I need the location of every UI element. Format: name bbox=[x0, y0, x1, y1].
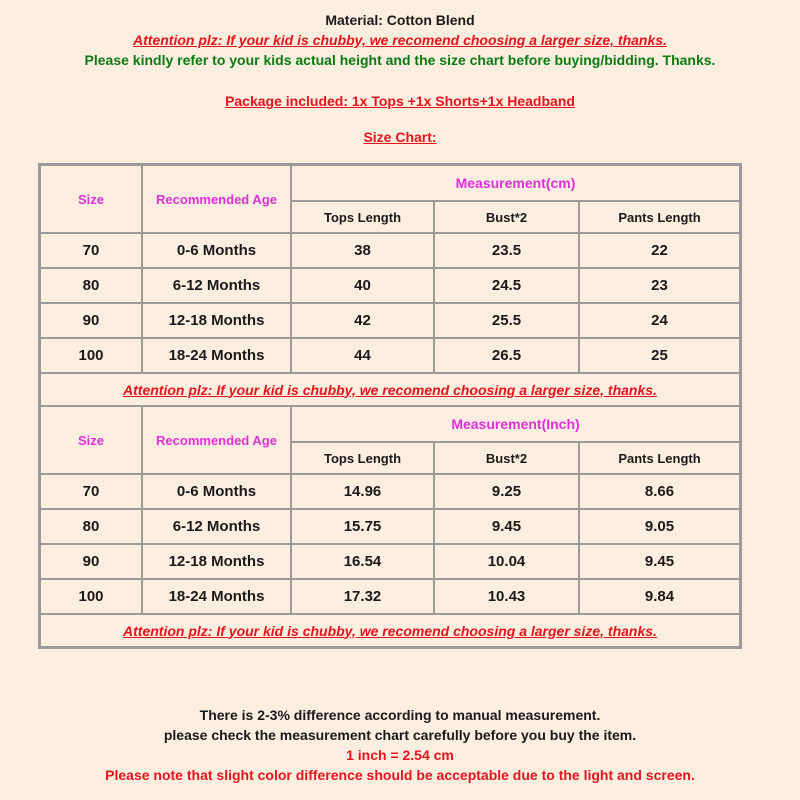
table-row bbox=[40, 579, 740, 614]
cell-tops-length: 15.75 bbox=[291, 509, 434, 544]
col-bust: Bust*2 bbox=[434, 442, 579, 474]
cell-size: 90 bbox=[40, 544, 142, 579]
cell-size: 70 bbox=[40, 474, 142, 509]
cell-age: 12-18 Months bbox=[142, 303, 291, 338]
cell-bust: 9.25 bbox=[434, 474, 579, 509]
cell-pants-length: 9.84 bbox=[579, 579, 740, 614]
cell-size: 100 bbox=[40, 338, 142, 373]
cell-pants-length: 8.66 bbox=[579, 474, 740, 509]
col-tops-length: Tops Length bbox=[291, 201, 434, 233]
col-age-header: Recommended Age bbox=[142, 406, 291, 474]
attention-row bbox=[40, 614, 740, 647]
cell-bust: 26.5 bbox=[434, 338, 579, 373]
cell-pants-length: 22 bbox=[579, 233, 740, 268]
cell-tops-length: 16.54 bbox=[291, 544, 434, 579]
cell-age: 18-24 Months bbox=[142, 579, 291, 614]
attention-notice-middle: Attention plz: If your kid is chubby, we recomend choosing a larger size, thanks. bbox=[40, 373, 740, 406]
material-line: Material: Cotton Blend bbox=[325, 12, 475, 28]
cell-age: 6-12 Months bbox=[142, 509, 291, 544]
attention-notice-bottom: Attention plz: If your kid is chubby, we recomend choosing a larger size, thanks. bbox=[40, 614, 740, 647]
cell-tops-length: 44 bbox=[291, 338, 434, 373]
table-row bbox=[40, 474, 740, 509]
cell-pants-length: 9.45 bbox=[579, 544, 740, 579]
cell-size: 70 bbox=[40, 233, 142, 268]
cell-size: 80 bbox=[40, 509, 142, 544]
table-row bbox=[40, 233, 740, 268]
cell-tops-length: 17.32 bbox=[291, 579, 434, 614]
table-row bbox=[40, 509, 740, 544]
attention-row bbox=[40, 373, 740, 406]
cell-size: 90 bbox=[40, 303, 142, 338]
inch-conversion-note: 1 inch = 2.54 cm bbox=[346, 747, 454, 763]
measurement-inch-header: Measurement(Inch) bbox=[291, 406, 740, 442]
cell-tops-length: 14.96 bbox=[291, 474, 434, 509]
col-size-header: Size bbox=[40, 165, 142, 233]
color-difference-note: Please note that slight color difference should be acceptable due to the light and screen. bbox=[105, 767, 695, 783]
measurement-difference-note: There is 2-3% difference according to manual measurement. bbox=[199, 707, 601, 723]
inch-header-row bbox=[40, 406, 740, 442]
cell-pants-length: 25 bbox=[579, 338, 740, 373]
cell-tops-length: 38 bbox=[291, 233, 434, 268]
table-row bbox=[40, 544, 740, 579]
cell-age: 0-6 Months bbox=[142, 474, 291, 509]
table-row bbox=[40, 268, 740, 303]
cell-age: 0-6 Months bbox=[142, 233, 291, 268]
check-chart-note: please check the measurement chart carefully before you buy the item. bbox=[163, 727, 637, 743]
cell-pants-length: 9.05 bbox=[579, 509, 740, 544]
cell-age: 12-18 Months bbox=[142, 544, 291, 579]
col-age-header: Recommended Age bbox=[142, 165, 291, 233]
col-pants-length: Pants Length bbox=[579, 442, 740, 474]
size-chart-table bbox=[38, 163, 742, 649]
size-chart-title: Size Chart: bbox=[363, 129, 437, 145]
cell-size: 80 bbox=[40, 268, 142, 303]
cell-bust: 9.45 bbox=[434, 509, 579, 544]
cell-pants-length: 24 bbox=[579, 303, 740, 338]
package-included: Package included: 1x Tops +1x Shorts+1x Headband bbox=[225, 93, 575, 109]
col-tops-length: Tops Length bbox=[291, 442, 434, 474]
cell-age: 18-24 Months bbox=[142, 338, 291, 373]
cell-bust: 23.5 bbox=[434, 233, 579, 268]
cell-bust: 25.5 bbox=[434, 303, 579, 338]
size-chart-advice: Please kindly refer to your kids actual height and the size chart before buying/bidding. Thanks. bbox=[84, 52, 716, 68]
attention-notice-top: Attention plz: If your kid is chubby, we recomend choosing a larger size, thanks. bbox=[133, 32, 667, 48]
cell-bust: 24.5 bbox=[434, 268, 579, 303]
cell-size: 100 bbox=[40, 579, 142, 614]
table-row bbox=[40, 303, 740, 338]
col-size-header: Size bbox=[40, 406, 142, 474]
table-row bbox=[40, 338, 740, 373]
cell-tops-length: 42 bbox=[291, 303, 434, 338]
measurement-cm-header: Measurement(cm) bbox=[291, 165, 740, 201]
cell-bust: 10.43 bbox=[434, 579, 579, 614]
col-pants-length: Pants Length bbox=[579, 201, 740, 233]
cell-age: 6-12 Months bbox=[142, 268, 291, 303]
cm-header-row bbox=[40, 165, 740, 201]
cell-bust: 10.04 bbox=[434, 544, 579, 579]
cell-pants-length: 23 bbox=[579, 268, 740, 303]
col-bust: Bust*2 bbox=[434, 201, 579, 233]
cell-tops-length: 40 bbox=[291, 268, 434, 303]
